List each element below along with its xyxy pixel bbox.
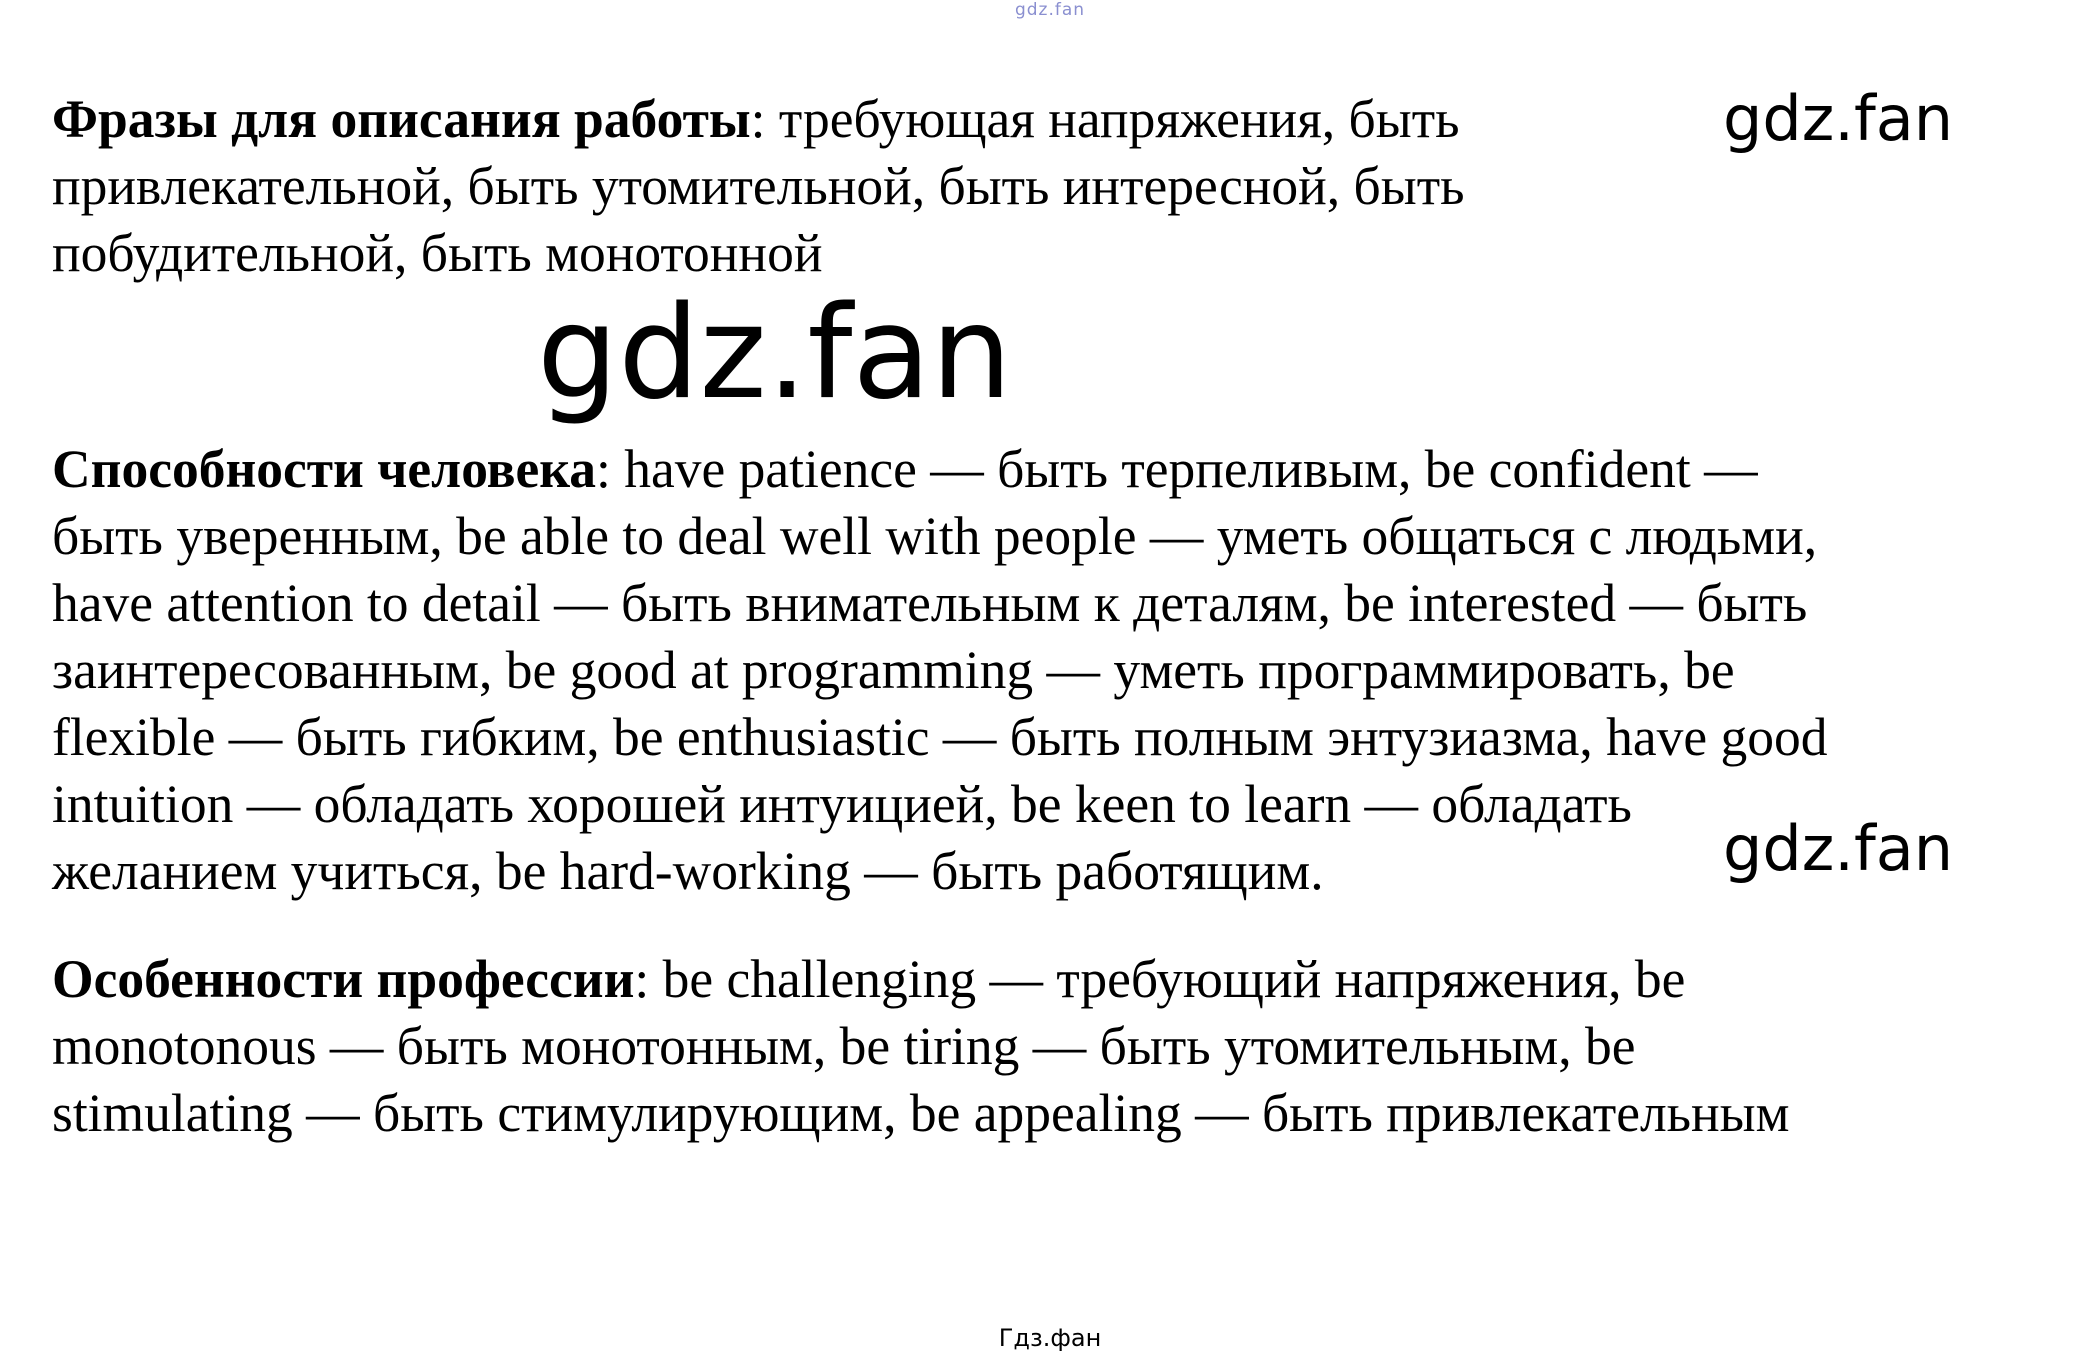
section-text-line: : требующая напряжения, быть [750,89,1460,149]
section-text-line: intuition — обладать хорошей интуицией, be keen to learn — обладать [52,774,1632,834]
watermark: gdz.fan [1723,812,1954,885]
section-heading: Фразы для описания работы [52,89,751,149]
section-text-line: быть уверенным, be able to deal well with people — уметь общаться с людьми, [52,506,1818,566]
section-heading: Способности человека [52,439,597,499]
section-text-line: flexible — быть гибким, be enthusiastic — быть полным энтузиазма, have good [52,707,1828,767]
section-profession-features [52,946,1789,1147]
footer-text: Гдз.фан [998,1324,1102,1352]
watermark: gdz.fan [1723,82,1954,155]
section-text-line: : have patience — быть терпеливым, be confident — [596,439,1758,499]
section-text-line: stimulating — быть стимулирующим, be appealing — быть привлекательным [52,1083,1790,1143]
section-text-line: привлекательной, быть утомительной, быть интересной, быть [52,156,1465,216]
site-mark: gdz.fan [1014,0,1086,20]
watermark: gdz.fan [537,279,1012,428]
section-text-line: побудительной, быть монотонной [52,223,823,283]
section-human-abilities [52,436,1827,905]
section-job-description-phrases [52,86,1464,287]
section-text-line: have attention to detail — быть внимательным к деталям, be interested — быть [52,573,1808,633]
section-text-line: : be challenging — требующий напряжения, be [634,949,1686,1009]
section-heading: Особенности профессии [52,949,635,1009]
section-text-line: monotonous — быть монотонным, be tiring — быть утомительным, be [52,1016,1636,1076]
section-text-line: желанием учиться, be hard-working — быть работящим. [52,841,1324,901]
section-text-line: заинтересованным, be good at programming — уметь программировать, be [52,640,1735,700]
